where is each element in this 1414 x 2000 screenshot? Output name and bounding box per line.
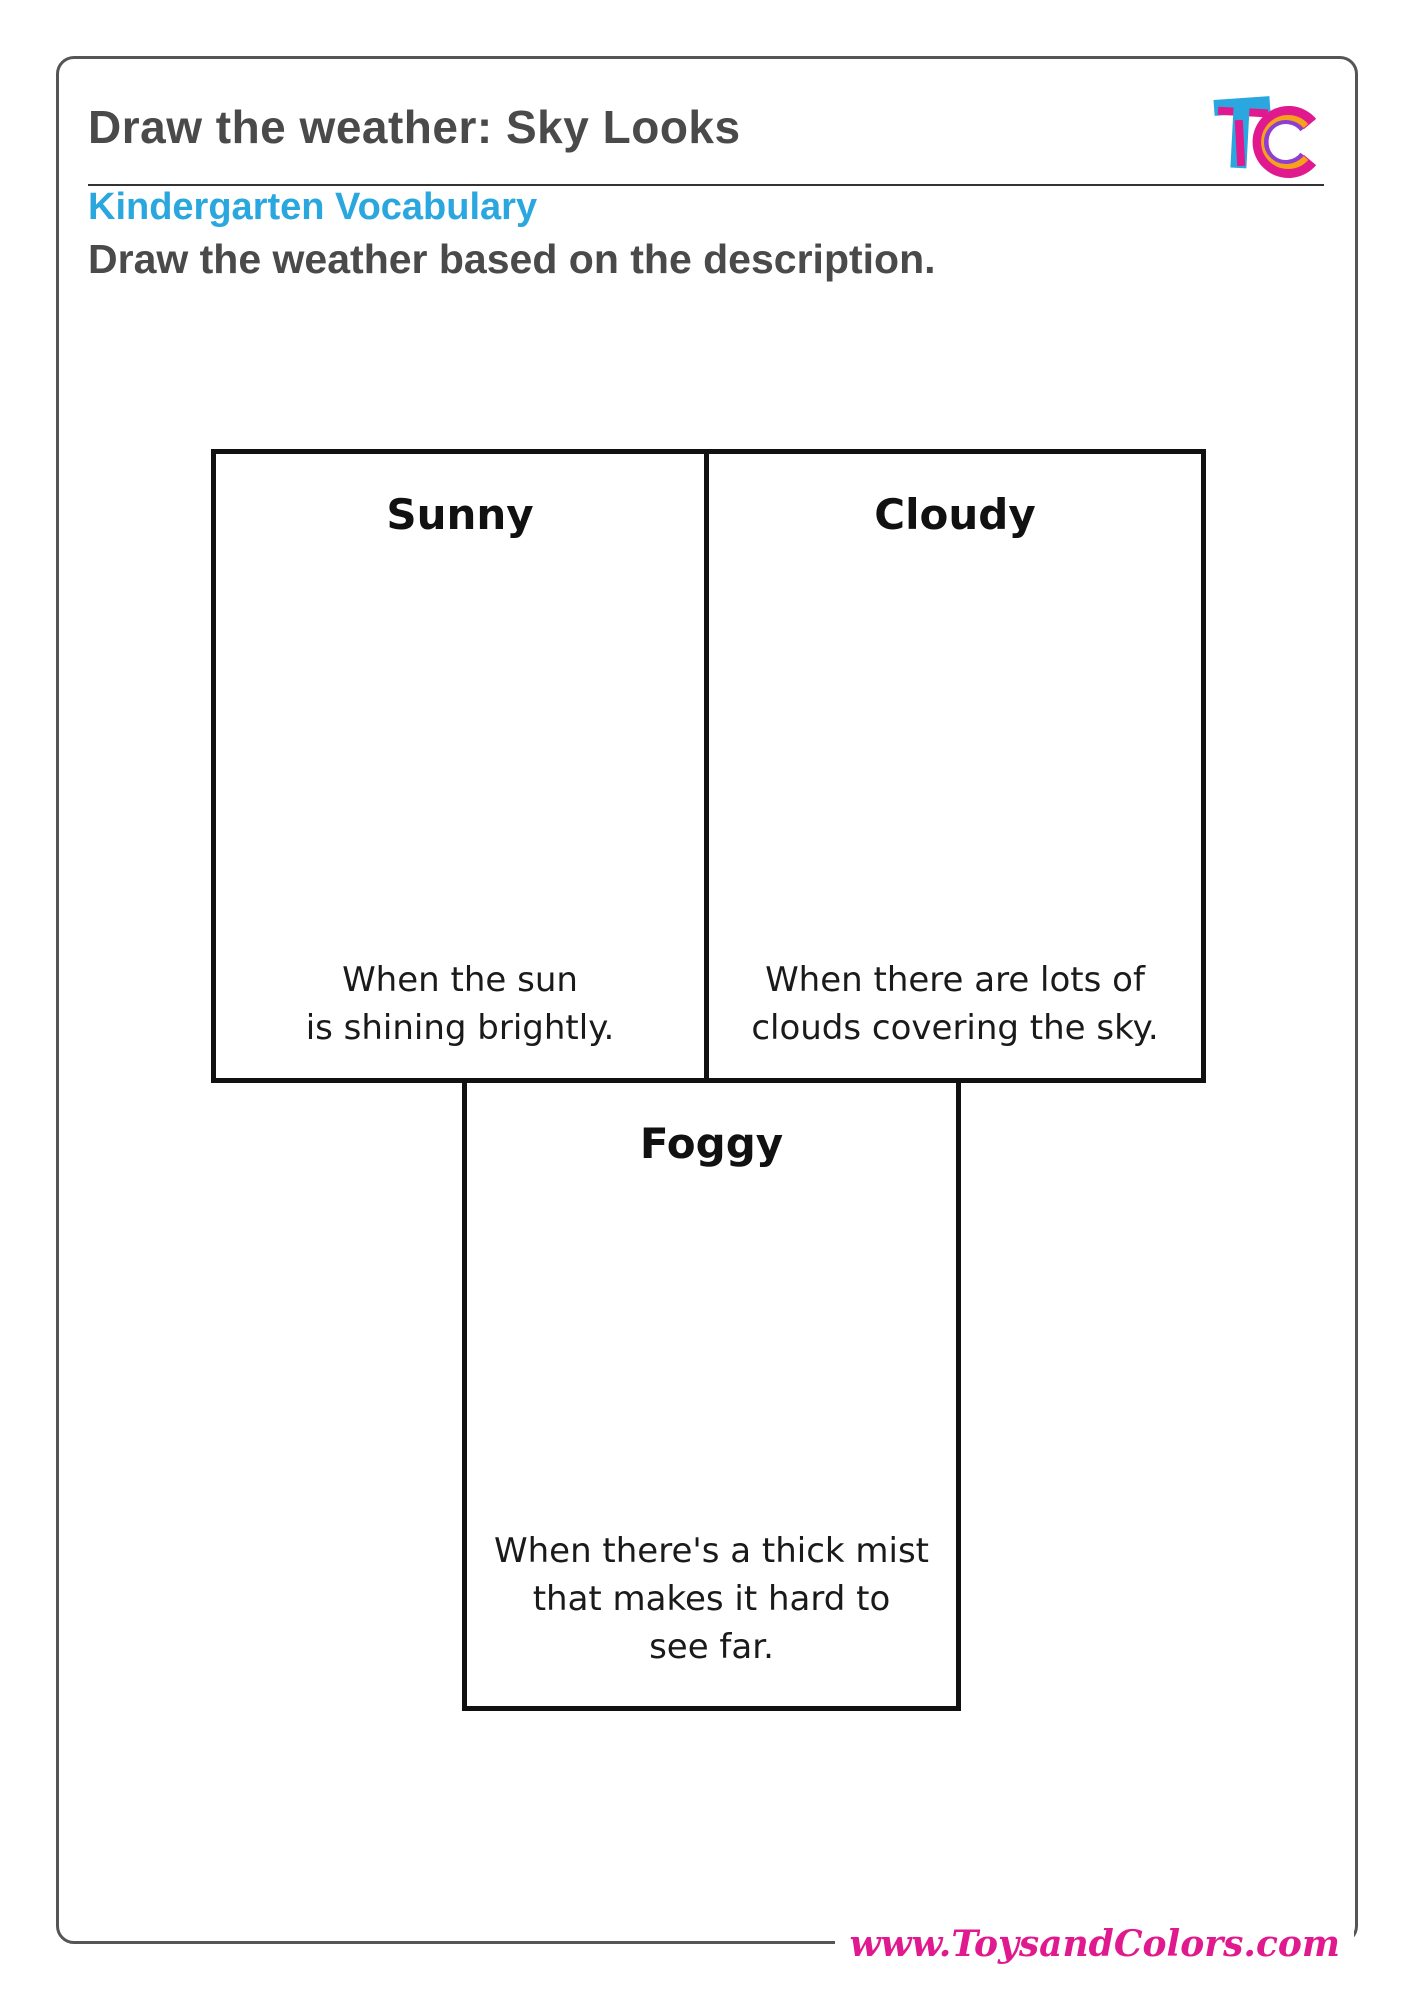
subtitle: Kindergarten Vocabulary bbox=[88, 186, 538, 228]
description-line: see far. bbox=[649, 1627, 774, 1667]
toysandcolors-logo bbox=[1210, 90, 1320, 180]
description-line: is shining brightly. bbox=[305, 1008, 615, 1048]
box-title-foggy: Foggy bbox=[639, 1119, 784, 1168]
box-title-cloudy: Cloudy bbox=[874, 490, 1036, 539]
box-title-sunny: Sunny bbox=[386, 490, 534, 539]
description-line: When there are lots of bbox=[765, 960, 1145, 1000]
page-title: Draw the weather: Sky Looks bbox=[88, 101, 741, 153]
website-link[interactable]: www.ToysandColors.com bbox=[835, 1916, 1354, 1972]
description-line: When the sun bbox=[342, 960, 578, 1000]
description-line: When there's a thick mist bbox=[493, 1531, 930, 1571]
box-description-sunny bbox=[226, 956, 694, 1052]
logo-text: TC bbox=[1210, 90, 1212, 91]
description-line: clouds covering the sky. bbox=[751, 1008, 1159, 1048]
drawing-box-foggy[interactable] bbox=[462, 1078, 961, 1711]
box-description-cloudy bbox=[719, 956, 1191, 1052]
description-line: that makes it hard to bbox=[532, 1579, 891, 1619]
box-description-foggy bbox=[477, 1527, 946, 1671]
instructions: Draw the weather based on the description. bbox=[88, 236, 936, 282]
drawing-box-sunny[interactable] bbox=[211, 449, 709, 1083]
drawing-box-cloudy[interactable] bbox=[704, 449, 1206, 1083]
